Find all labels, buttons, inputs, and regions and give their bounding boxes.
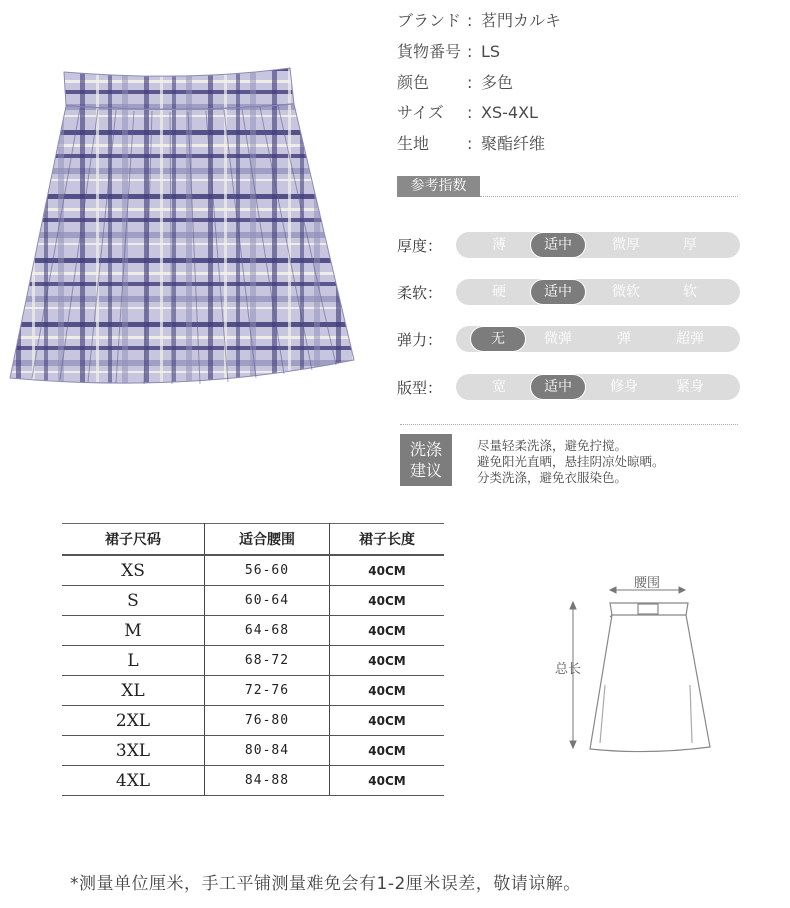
- size-cell: L: [62, 646, 205, 676]
- index-option: 紧身: [676, 379, 704, 395]
- size-cell: XS: [62, 555, 205, 586]
- index-label-softness: 柔软：: [397, 284, 443, 302]
- index-bar-thickness: [456, 232, 740, 258]
- measurement-note: *测量单位厘米，手工平铺测量难免会有1-2厘米误差，敬请谅解。: [70, 874, 581, 894]
- index-option-selected: 适中: [530, 232, 586, 258]
- column-header: 裙子长度: [330, 524, 445, 556]
- index-option: 修身: [610, 379, 638, 395]
- wash-advice-tag: [400, 434, 452, 486]
- index-option: 微弹: [544, 331, 572, 347]
- info-colon: :: [467, 134, 473, 153]
- index-option: 薄: [492, 237, 506, 253]
- length-cell: 40CM: [330, 706, 445, 736]
- index-option: 微厚: [612, 237, 640, 253]
- length-cell: 40CM: [330, 586, 445, 616]
- waist-label: 腰围: [633, 576, 661, 591]
- table-row: [62, 736, 444, 766]
- info-value: 聚酯纤维: [481, 134, 546, 153]
- waist-cell: 60-64: [205, 586, 330, 616]
- info-row-fabric: [397, 131, 545, 154]
- index-option-selected: 无: [470, 326, 526, 352]
- info-key: 貨物番号: [397, 42, 462, 61]
- index-option-selected: 适中: [530, 374, 586, 400]
- size-cell: 4XL: [62, 766, 205, 796]
- info-value: 茗門カルキ: [481, 11, 562, 30]
- info-key: 颜色: [397, 73, 430, 92]
- size-cell: M: [62, 616, 205, 646]
- divider: [400, 424, 738, 425]
- table-row: [62, 676, 444, 706]
- waist-cell: 84-88: [205, 766, 330, 796]
- waist-cell: 72-76: [205, 676, 330, 706]
- length-cell: 40CM: [330, 616, 445, 646]
- table-header-row: [62, 524, 444, 556]
- measurement-diagram: [550, 565, 725, 765]
- wash-advice-line: 避免阳光直晒，悬挂阴凉处晾晒。: [477, 454, 665, 469]
- length-cell: 40CM: [330, 646, 445, 676]
- index-option: 软: [683, 284, 697, 300]
- length-cell: 40CM: [330, 766, 445, 796]
- info-row-color: [397, 70, 513, 93]
- info-key: 生地: [397, 134, 430, 153]
- info-value: XS-4XL: [481, 103, 538, 122]
- info-key: ブランド: [397, 11, 462, 30]
- index-label-fit: 版型：: [397, 379, 443, 397]
- wash-tag-line: 洗涤: [409, 440, 442, 459]
- length-cell: 40CM: [330, 555, 445, 586]
- index-label-thickness: 厚度：: [397, 237, 443, 255]
- waist-cell: 56-60: [205, 555, 330, 586]
- waist-cell: 64-68: [205, 616, 330, 646]
- index-option: 厚: [683, 237, 697, 253]
- wash-tag-line: 建议: [409, 461, 442, 480]
- length-label: 总长: [554, 662, 582, 677]
- info-row-brand: [397, 8, 561, 31]
- table-row: [62, 766, 444, 796]
- column-header: 裙子尺码: [62, 524, 205, 556]
- table-row: [62, 706, 444, 736]
- length-cell: 40CM: [330, 736, 445, 766]
- length-cell: 40CM: [330, 676, 445, 706]
- index-option: 微软: [612, 284, 640, 300]
- table-row: [62, 646, 444, 676]
- table-row: [62, 586, 444, 616]
- plaid-skirt-image: [8, 60, 364, 390]
- info-row-item-number: [397, 39, 500, 62]
- size-table: [62, 523, 444, 796]
- size-cell: XL: [62, 676, 205, 706]
- index-option: 超弹: [676, 331, 704, 347]
- size-cell: 3XL: [62, 736, 205, 766]
- index-option: 宽: [492, 379, 506, 395]
- index-bar-softness: [456, 279, 740, 305]
- info-value: LS: [481, 42, 501, 61]
- wash-advice-line: 分类洗涤，避免衣服染色。: [477, 470, 628, 485]
- index-label-elasticity: 弹力：: [397, 331, 443, 349]
- index-bar-elasticity: [456, 326, 740, 352]
- table-row: [62, 616, 444, 646]
- index-bar-fit: [456, 374, 740, 400]
- wash-advice-line: 尽量轻柔洗涤，避免拧搅。: [477, 438, 628, 453]
- size-cell: 2XL: [62, 706, 205, 736]
- info-colon: :: [467, 103, 473, 122]
- index-option: 硬: [492, 284, 506, 300]
- info-colon: :: [467, 42, 473, 61]
- skirt-outline-icon: [590, 603, 710, 752]
- reference-index-tag: 参考指数: [397, 176, 480, 197]
- waist-cell: 80-84: [205, 736, 330, 766]
- divider: [480, 196, 738, 197]
- info-colon: :: [467, 73, 473, 92]
- info-value: 多色: [481, 73, 514, 92]
- info-row-size: [397, 100, 538, 123]
- waist-cell: 68-72: [205, 646, 330, 676]
- info-key: サイズ: [397, 103, 444, 122]
- waist-cell: 76-80: [205, 706, 330, 736]
- index-option: 弹: [617, 331, 631, 347]
- size-cell: S: [62, 586, 205, 616]
- index-option-selected: 适中: [530, 279, 586, 305]
- table-row: [62, 555, 444, 586]
- info-colon: :: [467, 11, 473, 30]
- column-header: 适合腰围: [205, 524, 330, 556]
